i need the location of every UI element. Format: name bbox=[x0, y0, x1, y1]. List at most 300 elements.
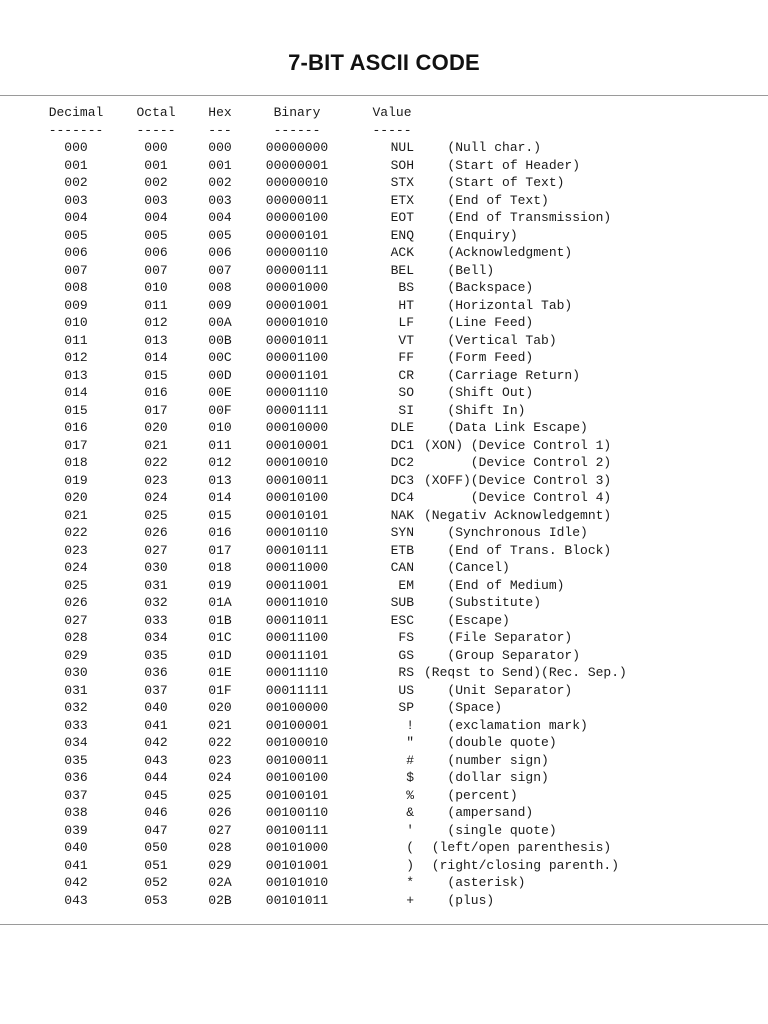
cell-description: (Start of Text) bbox=[424, 175, 565, 190]
cell-value: BEL bbox=[390, 262, 414, 278]
cell-octal: 036 bbox=[144, 665, 168, 680]
cell-octal: 017 bbox=[144, 402, 168, 418]
cell-octal: 000 bbox=[144, 140, 168, 155]
cell-decimal: 007 bbox=[64, 262, 88, 278]
cell-decimal: 033 bbox=[64, 717, 88, 733]
cell-binary: 00001000 bbox=[265, 280, 329, 295]
table-row bbox=[0, 279, 768, 297]
cell-hex: 01A bbox=[208, 595, 232, 610]
table-row bbox=[0, 577, 768, 595]
cell-value: & bbox=[406, 805, 414, 820]
cell-decimal: 039 bbox=[64, 822, 88, 838]
cell-decimal: 035 bbox=[64, 752, 88, 768]
cell-value: STX bbox=[390, 175, 414, 190]
cell-description: (Substitute) bbox=[424, 595, 542, 610]
header-hex: Hex bbox=[208, 105, 232, 120]
table-header-row bbox=[0, 104, 768, 122]
cell-hex: 017 bbox=[208, 542, 232, 558]
table-row bbox=[0, 384, 768, 402]
cell-hex: 00E bbox=[208, 385, 232, 400]
page-title: 7-BIT ASCII CODE bbox=[288, 50, 480, 75]
table-row bbox=[0, 437, 768, 455]
cell-binary: 00010011 bbox=[265, 472, 329, 488]
cell-hex: 013 bbox=[208, 472, 232, 488]
cell-binary: 00101011 bbox=[265, 892, 329, 908]
cell-description: (Bell) bbox=[424, 262, 495, 278]
cell-binary: 00100100 bbox=[265, 770, 329, 785]
cell-decimal: 017 bbox=[64, 437, 88, 453]
cell-description: (End of Medium) bbox=[424, 577, 565, 593]
cell-decimal: 028 bbox=[64, 630, 88, 645]
cell-hex: 01C bbox=[208, 630, 232, 645]
cell-octal: 001 bbox=[144, 157, 168, 173]
underline-octal: ----- bbox=[136, 122, 176, 138]
cell-value: SI bbox=[398, 402, 414, 418]
cell-value: ACK bbox=[390, 245, 414, 260]
table-row bbox=[0, 349, 768, 367]
cell-value: SO bbox=[398, 385, 414, 400]
cell-binary: 00010110 bbox=[265, 525, 329, 540]
cell-hex: 026 bbox=[208, 805, 232, 820]
cell-octal: 005 bbox=[144, 227, 168, 243]
table-header-underline-row bbox=[0, 122, 768, 140]
cell-hex: 007 bbox=[208, 262, 232, 278]
cell-octal: 043 bbox=[144, 752, 168, 768]
cell-decimal: 038 bbox=[64, 805, 88, 820]
cell-octal: 046 bbox=[144, 805, 168, 820]
cell-description: (Carriage Return) bbox=[424, 367, 581, 383]
underline-value: ----- bbox=[372, 122, 412, 138]
cell-octal: 012 bbox=[144, 315, 168, 330]
cell-description: (Backspace) bbox=[424, 280, 534, 295]
table-row bbox=[0, 559, 768, 577]
cell-octal: 015 bbox=[144, 367, 168, 383]
cell-value: SUB bbox=[390, 595, 414, 610]
cell-value: NUL bbox=[390, 140, 414, 155]
cell-octal: 033 bbox=[144, 612, 168, 628]
cell-value: # bbox=[406, 752, 414, 768]
cell-description: (Form Feed) bbox=[424, 350, 534, 365]
cell-value: ! bbox=[406, 717, 414, 733]
cell-description: (ampersand) bbox=[424, 805, 534, 820]
cell-octal: 034 bbox=[144, 630, 168, 645]
cell-octal: 006 bbox=[144, 245, 168, 260]
cell-hex: 00A bbox=[208, 315, 232, 330]
cell-description: (Line Feed) bbox=[424, 315, 534, 330]
cell-binary: 00010001 bbox=[265, 437, 329, 453]
cell-decimal: 024 bbox=[64, 560, 88, 575]
cell-binary: 00010101 bbox=[265, 507, 329, 523]
cell-binary: 00001010 bbox=[265, 315, 329, 330]
cell-value: ) bbox=[406, 857, 414, 873]
cell-value: EM bbox=[398, 577, 414, 593]
cell-decimal: 001 bbox=[64, 157, 88, 173]
cell-binary: 00011101 bbox=[265, 647, 329, 663]
cell-decimal: 008 bbox=[64, 280, 88, 295]
cell-binary: 00011010 bbox=[265, 595, 329, 610]
cell-decimal: 004 bbox=[64, 210, 88, 225]
cell-decimal: 005 bbox=[64, 227, 88, 243]
cell-binary: 00010100 bbox=[265, 490, 329, 505]
cell-binary: 00010111 bbox=[265, 542, 329, 558]
cell-value: VT bbox=[398, 332, 414, 348]
cell-description: (right/closing parenth.) bbox=[424, 857, 620, 873]
table-row bbox=[0, 367, 768, 385]
cell-octal: 023 bbox=[144, 472, 168, 488]
header-value: Value bbox=[372, 105, 412, 120]
cell-hex: 02B bbox=[208, 892, 232, 908]
table-row bbox=[0, 139, 768, 157]
cell-description: (exclamation mark) bbox=[424, 717, 588, 733]
cell-binary: 00100110 bbox=[265, 805, 329, 820]
cell-decimal: 022 bbox=[64, 525, 88, 540]
cell-octal: 003 bbox=[144, 192, 168, 208]
cell-description: (Shift In) bbox=[424, 402, 526, 418]
cell-decimal: 010 bbox=[64, 315, 88, 330]
cell-binary: 00100101 bbox=[265, 787, 329, 803]
cell-hex: 018 bbox=[208, 560, 232, 575]
underline-hex: --- bbox=[208, 122, 232, 138]
cell-decimal: 025 bbox=[64, 577, 88, 593]
cell-binary: 00001101 bbox=[265, 367, 329, 383]
table-row bbox=[0, 612, 768, 630]
cell-hex: 014 bbox=[208, 490, 232, 505]
cell-value: US bbox=[398, 682, 414, 698]
table-row bbox=[0, 874, 768, 892]
cell-octal: 044 bbox=[144, 770, 168, 785]
cell-hex: 022 bbox=[208, 735, 232, 750]
cell-octal: 047 bbox=[144, 822, 168, 838]
top-divider bbox=[0, 95, 768, 96]
cell-octal: 041 bbox=[144, 717, 168, 733]
table-row bbox=[0, 489, 768, 507]
cell-description: (End of Text) bbox=[424, 192, 549, 208]
cell-octal: 022 bbox=[144, 455, 168, 470]
cell-hex: 004 bbox=[208, 210, 232, 225]
cell-description: (Device Control 2) bbox=[424, 455, 612, 470]
cell-description: (XON) (Device Control 1) bbox=[424, 437, 612, 453]
cell-binary: 00101000 bbox=[265, 840, 329, 855]
cell-octal: 052 bbox=[144, 875, 168, 890]
cell-decimal: 036 bbox=[64, 770, 88, 785]
cell-binary: 00000011 bbox=[265, 192, 329, 208]
table-row bbox=[0, 472, 768, 490]
cell-decimal: 020 bbox=[64, 490, 88, 505]
cell-hex: 012 bbox=[208, 455, 232, 470]
table-row bbox=[0, 262, 768, 280]
cell-hex: 003 bbox=[208, 192, 232, 208]
cell-decimal: 026 bbox=[64, 595, 88, 610]
table-row bbox=[0, 839, 768, 857]
table-row bbox=[0, 244, 768, 262]
cell-hex: 019 bbox=[208, 577, 232, 593]
cell-value: SYN bbox=[390, 525, 414, 540]
cell-octal: 004 bbox=[144, 210, 168, 225]
cell-value: BS bbox=[398, 280, 414, 295]
cell-hex: 02A bbox=[208, 875, 232, 890]
cell-binary: 00011011 bbox=[265, 612, 329, 628]
cell-binary: 00011100 bbox=[265, 630, 329, 645]
cell-value: DC4 bbox=[390, 490, 414, 505]
cell-description: (number sign) bbox=[424, 752, 549, 768]
cell-description: (Reqst to Send)(Rec. Sep.) bbox=[424, 665, 627, 680]
cell-description: (Unit Separator) bbox=[424, 682, 573, 698]
cell-binary: 00011000 bbox=[265, 560, 329, 575]
table-row bbox=[0, 734, 768, 752]
table-row bbox=[0, 314, 768, 332]
cell-decimal: 034 bbox=[64, 735, 88, 750]
table-row bbox=[0, 507, 768, 525]
cell-hex: 00F bbox=[208, 402, 232, 418]
cell-description: (Enquiry) bbox=[424, 227, 518, 243]
cell-decimal: 011 bbox=[64, 332, 88, 348]
table-row bbox=[0, 227, 768, 245]
underline-binary: ------ bbox=[273, 122, 321, 138]
cell-value: DC3 bbox=[390, 472, 414, 488]
cell-octal: 002 bbox=[144, 175, 168, 190]
cell-value: SP bbox=[398, 700, 414, 715]
cell-decimal: 013 bbox=[64, 367, 88, 383]
cell-binary: 00101001 bbox=[265, 857, 329, 873]
cell-octal: 024 bbox=[144, 490, 168, 505]
table-row bbox=[0, 822, 768, 840]
table-row bbox=[0, 419, 768, 437]
cell-octal: 011 bbox=[144, 297, 168, 313]
underline-decimal: ------- bbox=[48, 122, 104, 138]
cell-description: (plus) bbox=[424, 892, 495, 908]
cell-hex: 01B bbox=[208, 612, 232, 628]
table-row bbox=[0, 769, 768, 787]
cell-hex: 024 bbox=[208, 770, 232, 785]
table-row bbox=[0, 594, 768, 612]
cell-decimal: 029 bbox=[64, 647, 88, 663]
table-row bbox=[0, 629, 768, 647]
cell-value: FF bbox=[398, 350, 414, 365]
cell-binary: 00100000 bbox=[265, 700, 329, 715]
cell-hex: 01F bbox=[208, 682, 232, 698]
cell-binary: 00000111 bbox=[265, 262, 329, 278]
cell-binary: 00100111 bbox=[265, 822, 329, 838]
cell-description: (Vertical Tab) bbox=[424, 332, 557, 348]
cell-description: (Data Link Escape) bbox=[424, 420, 588, 435]
cell-description: (asterisk) bbox=[424, 875, 526, 890]
cell-decimal: 041 bbox=[64, 857, 88, 873]
cell-description: (File Separator) bbox=[424, 630, 573, 645]
cell-octal: 045 bbox=[144, 787, 168, 803]
cell-hex: 025 bbox=[208, 787, 232, 803]
table-row bbox=[0, 752, 768, 770]
cell-binary: 00000000 bbox=[265, 140, 329, 155]
cell-description: (percent) bbox=[424, 787, 518, 803]
cell-binary: 00000001 bbox=[265, 157, 329, 173]
cell-octal: 040 bbox=[144, 700, 168, 715]
cell-binary: 00001100 bbox=[265, 350, 329, 365]
cell-binary: 00001001 bbox=[265, 297, 329, 313]
cell-hex: 00D bbox=[208, 367, 232, 383]
cell-description: (dollar sign) bbox=[424, 770, 549, 785]
cell-hex: 009 bbox=[208, 297, 232, 313]
cell-description: (Synchronous Idle) bbox=[424, 525, 588, 540]
cell-decimal: 032 bbox=[64, 700, 88, 715]
table-body bbox=[0, 139, 768, 909]
cell-value: EOT bbox=[390, 210, 414, 225]
table-row bbox=[0, 454, 768, 472]
cell-value: % bbox=[406, 787, 414, 803]
cell-hex: 027 bbox=[208, 822, 232, 838]
table-row bbox=[0, 542, 768, 560]
cell-description: (End of Trans. Block) bbox=[424, 542, 612, 558]
cell-description: (double quote) bbox=[424, 735, 557, 750]
cell-value: $ bbox=[406, 770, 414, 785]
cell-octal: 030 bbox=[144, 560, 168, 575]
cell-description: (Device Control 4) bbox=[424, 490, 612, 505]
cell-octal: 020 bbox=[144, 420, 168, 435]
cell-decimal: 014 bbox=[64, 385, 88, 400]
cell-octal: 051 bbox=[144, 857, 168, 873]
cell-octal: 014 bbox=[144, 350, 168, 365]
cell-description: (Escape) bbox=[424, 612, 510, 628]
table-row bbox=[0, 192, 768, 210]
cell-decimal: 019 bbox=[64, 472, 88, 488]
table-row bbox=[0, 332, 768, 350]
cell-binary: 00011001 bbox=[265, 577, 329, 593]
cell-description: (End of Transmission) bbox=[424, 210, 612, 225]
cell-value: ( bbox=[406, 840, 414, 855]
table-row bbox=[0, 402, 768, 420]
cell-binary: 00010000 bbox=[265, 420, 329, 435]
table-row bbox=[0, 857, 768, 875]
cell-value: SOH bbox=[390, 157, 414, 173]
cell-decimal: 040 bbox=[64, 840, 88, 855]
cell-description: (left/open parenthesis) bbox=[424, 840, 612, 855]
table-row bbox=[0, 717, 768, 735]
cell-description: (single quote) bbox=[424, 822, 557, 838]
cell-hex: 010 bbox=[208, 420, 232, 435]
cell-decimal: 030 bbox=[64, 665, 88, 680]
cell-octal: 037 bbox=[144, 682, 168, 698]
cell-decimal: 012 bbox=[64, 350, 88, 365]
cell-binary: 00001110 bbox=[265, 385, 329, 400]
table-row bbox=[0, 699, 768, 717]
cell-decimal: 016 bbox=[64, 420, 88, 435]
cell-decimal: 015 bbox=[64, 402, 88, 418]
cell-value: DC1 bbox=[390, 437, 414, 453]
cell-binary: 00001011 bbox=[265, 332, 329, 348]
cell-decimal: 037 bbox=[64, 787, 88, 803]
header-octal: Octal bbox=[136, 105, 176, 120]
cell-description: (Start of Header) bbox=[424, 157, 581, 173]
cell-octal: 010 bbox=[144, 280, 168, 295]
cell-hex: 015 bbox=[208, 507, 232, 523]
table-row bbox=[0, 804, 768, 822]
cell-description: (Negativ Acknowledgemnt) bbox=[424, 507, 612, 523]
cell-description: (Space) bbox=[424, 700, 503, 715]
cell-decimal: 042 bbox=[64, 875, 88, 890]
table-row bbox=[0, 209, 768, 227]
cell-hex: 029 bbox=[208, 857, 232, 873]
bottom-divider bbox=[0, 924, 768, 925]
cell-octal: 032 bbox=[144, 595, 168, 610]
cell-value: ' bbox=[406, 822, 414, 838]
cell-octal: 031 bbox=[144, 577, 168, 593]
cell-octal: 035 bbox=[144, 647, 168, 663]
cell-hex: 001 bbox=[208, 157, 232, 173]
cell-value: DLE bbox=[390, 420, 414, 435]
cell-value: NAK bbox=[390, 507, 414, 523]
cell-hex: 01E bbox=[208, 665, 232, 680]
cell-decimal: 009 bbox=[64, 297, 88, 313]
ascii-table bbox=[0, 104, 768, 909]
cell-hex: 016 bbox=[208, 525, 232, 540]
cell-binary: 00100011 bbox=[265, 752, 329, 768]
cell-binary: 00001111 bbox=[265, 402, 329, 418]
table-row bbox=[0, 664, 768, 682]
table-row bbox=[0, 157, 768, 175]
cell-octal: 050 bbox=[144, 840, 168, 855]
cell-value: ETB bbox=[390, 542, 414, 558]
cell-value: * bbox=[406, 875, 414, 890]
cell-octal: 026 bbox=[144, 525, 168, 540]
cell-hex: 011 bbox=[208, 437, 232, 453]
cell-description: (Group Separator) bbox=[424, 647, 581, 663]
cell-hex: 00B bbox=[208, 332, 232, 348]
cell-decimal: 021 bbox=[64, 507, 88, 523]
cell-hex: 01D bbox=[208, 647, 232, 663]
cell-binary: 00100001 bbox=[265, 717, 329, 733]
cell-decimal: 027 bbox=[64, 612, 88, 628]
cell-decimal: 003 bbox=[64, 192, 88, 208]
table-row bbox=[0, 647, 768, 665]
cell-hex: 020 bbox=[208, 700, 232, 715]
cell-decimal: 000 bbox=[64, 140, 88, 155]
cell-hex: 023 bbox=[208, 752, 232, 768]
table-row bbox=[0, 174, 768, 192]
cell-hex: 000 bbox=[208, 140, 232, 155]
cell-value: ENQ bbox=[390, 227, 414, 243]
cell-decimal: 023 bbox=[64, 542, 88, 558]
cell-binary: 00011111 bbox=[265, 682, 329, 698]
cell-hex: 00C bbox=[208, 350, 232, 365]
cell-value: ETX bbox=[390, 192, 414, 208]
cell-value: ESC bbox=[390, 612, 414, 628]
cell-octal: 021 bbox=[144, 437, 168, 453]
cell-hex: 006 bbox=[208, 245, 232, 260]
cell-binary: 00000100 bbox=[265, 210, 329, 225]
cell-description: (XOFF)(Device Control 3) bbox=[424, 472, 612, 488]
cell-binary: 00011110 bbox=[265, 665, 329, 680]
header-binary: Binary bbox=[273, 105, 321, 120]
cell-value: HT bbox=[398, 297, 414, 313]
cell-decimal: 018 bbox=[64, 455, 88, 470]
cell-binary: 00101010 bbox=[265, 875, 329, 890]
cell-value: FS bbox=[398, 630, 414, 645]
cell-description: (Null char.) bbox=[424, 140, 542, 155]
table-row bbox=[0, 787, 768, 805]
cell-octal: 013 bbox=[144, 332, 168, 348]
table-row bbox=[0, 524, 768, 542]
cell-description: (Acknowledgment) bbox=[424, 245, 573, 260]
cell-binary: 00000101 bbox=[265, 227, 329, 243]
header-decimal: Decimal bbox=[48, 105, 104, 120]
cell-octal: 042 bbox=[144, 735, 168, 750]
cell-binary: 00000110 bbox=[265, 245, 329, 260]
cell-hex: 002 bbox=[208, 175, 232, 190]
table-row bbox=[0, 682, 768, 700]
table-row bbox=[0, 892, 768, 910]
cell-hex: 028 bbox=[208, 840, 232, 855]
cell-octal: 025 bbox=[144, 507, 168, 523]
table-row bbox=[0, 297, 768, 315]
